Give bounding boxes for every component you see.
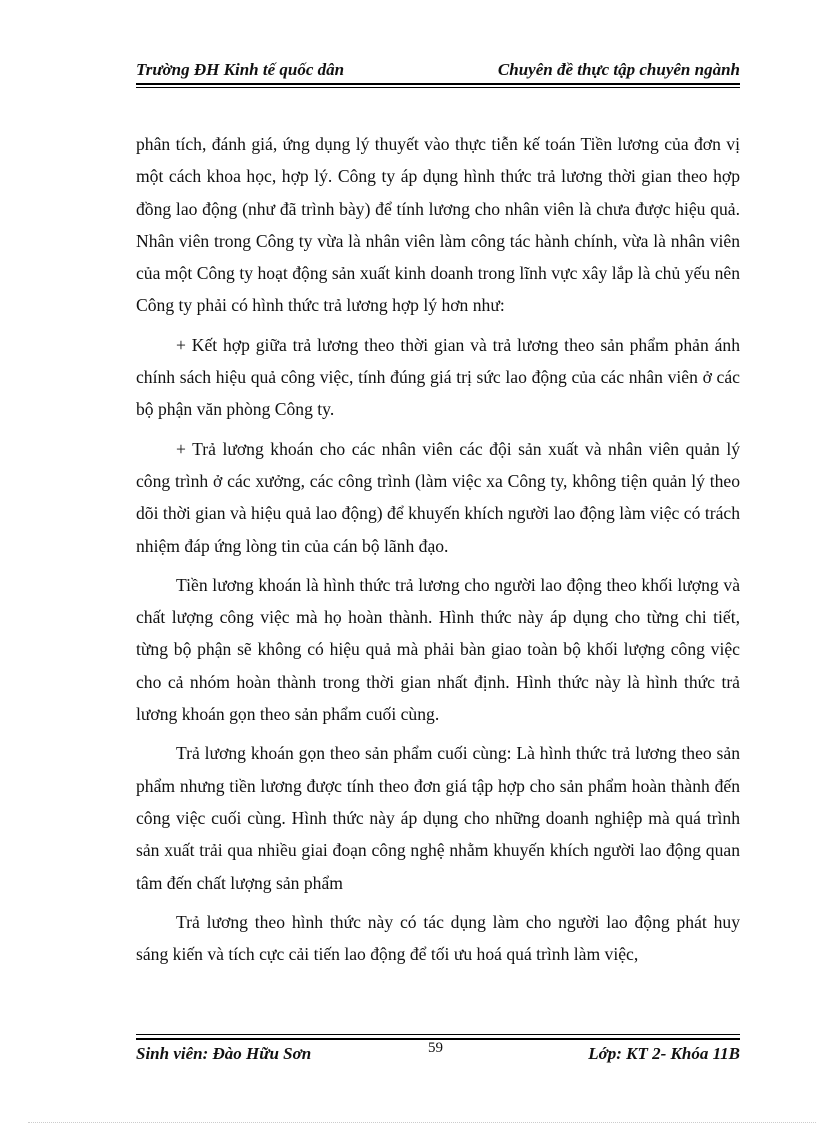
header-university: Trường ĐH Kinh tế quốc dân	[136, 60, 345, 79]
header-rule-thin	[136, 87, 740, 88]
header-rule	[136, 83, 740, 85]
paragraph-final-product-pay: Trả lương khoán gọn theo sản phẩm cuối cùng: Là hình thức trả lương theo sản phẩm nhưng tiền lương được tính theo đơn giá tập hợp cho sản phẩm hoàn thành đến công việc cuối cùng. Hình thức này áp dụng cho những doanh nghiệp mà quá trình sản xuất trải qua nhiều giai đoạn công nghệ nhằm khuyến khích người lao động quan tâm đến chất lượng sản phẩm	[136, 743, 740, 893]
paragraph-bullet-piece-rate: + Trả lương khoán cho các nhân viên các đội sản xuất và nhân viên quản lý công trình ở các xưởng, các công trình (làm việc xa Công ty, không tiện quản lý theo dõi thời gian và hiệu quả lao động) để khuyến khích người lao động làm việc có trách nhiệm đáp ứng lòng tin của cán bộ lãnh đạo.	[136, 438, 740, 556]
paragraph-effects: Trả lương theo hình thức này có tác dụng làm cho người lao động phát huy sáng kiến và tích cực cải tiến lao động để tối ưu hoá quá trình làm việc,	[136, 911, 740, 965]
paragraph-piece-rate-definition: Tiền lương khoán là hình thức trả lương cho người lao động theo khối lượng và chất lượng công việc mà họ hoàn thành. Hình thức này áp dụng cho từng chi tiết, từng bộ phận sẽ không có hiệu quả mà phải bàn giao toàn bộ khối lượng công việc cho cả nhóm hoàn thành trong thời gian nhất định. Hình thức này là hình thức trả lương khoán gọn theo sản phẩm cuối cùng.	[136, 574, 740, 725]
page-header	[136, 58, 740, 82]
body-text	[136, 128, 740, 977]
paragraph-bullet-combined-pay: + Kết hợp giữa trả lương theo thời gian và trả lương theo sản phẩm phản ánh chính sách hiệu quả công việc, tính đúng giá trị sức lao động của các nhân viên ở các bộ phận văn phòng Công ty.	[136, 334, 740, 420]
footer-student-name: Sinh viên: Đào Hữu Sơn	[136, 1044, 312, 1063]
paragraph-continuation: phân tích, đánh giá, ứng dụng lý thuyết vào thực tiễn kế toán Tiền lương của đơn vị một cách khoa học, hợp lý. Công ty áp dụng hình thức trả lương thời gian theo hợp đồng lao động (như đã trình bày) để tính lương cho nhân viên là chưa được hiệu quả. Nhân viên trong Công ty vừa là nhân viên làm công tác hành chính, vừa là nhân viên của một Công ty hoạt động sản xuất kinh doanh trong lĩnh vực xây lắp là chủ yếu nên Công ty phải có hình thức trả lương hợp lý hơn như:	[136, 134, 740, 316]
page-number: 59	[428, 1040, 443, 1056]
page-footer	[136, 1042, 740, 1068]
header-report-title: Chuyên đề thực tập chuyên ngành	[497, 60, 740, 79]
footer-class: Lớp: KT 2- Khóa 11B	[588, 1044, 740, 1063]
footer-rule-thin	[136, 1034, 740, 1035]
